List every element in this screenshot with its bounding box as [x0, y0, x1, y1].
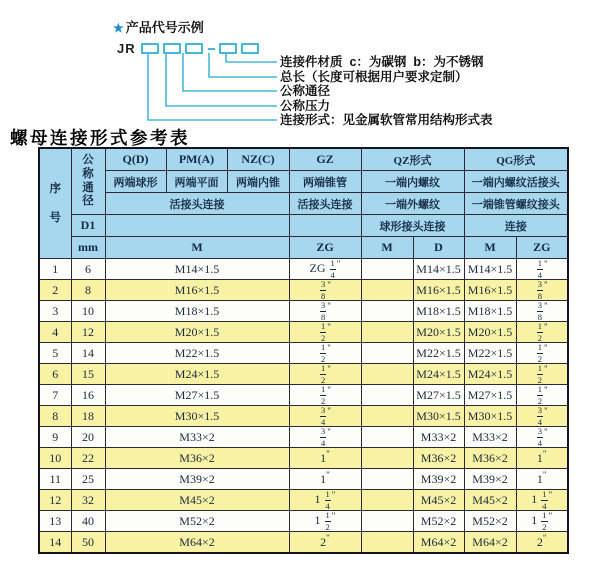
cell-gz_zg: 1 $\frac{1}{2}$ " — [289, 511, 361, 532]
nut-connection-table — [38, 147, 569, 554]
cell-qz_m — [361, 532, 413, 554]
cell-qz_m — [361, 490, 413, 511]
cell-qg_m: M39×2 — [464, 469, 516, 490]
cell-m: M27×1.5 — [105, 385, 289, 406]
header-seq: 序号 — [39, 148, 71, 259]
table-row — [39, 469, 568, 490]
cell-m: M24×1.5 — [105, 364, 289, 385]
header-qg-desc1: 一端内螺纹活接头 — [464, 171, 568, 193]
header-qz-desc1: 一端内螺纹 — [361, 171, 464, 193]
table-row — [39, 532, 568, 554]
cell-qz_m — [361, 259, 413, 280]
cell-gz_zg: $\frac{1}{2}$ " — [289, 364, 361, 385]
cell-mm: 50 — [71, 532, 105, 554]
cell-qz_d: M22×1.5 — [413, 343, 464, 364]
table-row — [39, 448, 568, 469]
cell-qg_zg: $\frac{3}{8}$ " — [516, 280, 568, 301]
cell-mm: 32 — [71, 490, 105, 511]
label-connection-type: 连接形式：见金属软管常用结构形式表 — [280, 113, 493, 128]
label-material: 连接件材质 c：为碳钢 b：为不锈钢 — [280, 55, 484, 69]
cell-qg_m: M16×1.5 — [464, 280, 516, 301]
cell-qg_m: M22×1.5 — [464, 343, 516, 364]
cell-qg_zg: 1 $\frac{1}{2}$ " — [516, 511, 568, 532]
cell-mm: 12 — [71, 322, 105, 343]
diagram-labels — [280, 55, 493, 128]
header-m-wide: M — [105, 237, 289, 259]
cell-qz_d: M39×2 — [413, 469, 464, 490]
cell-no: 10 — [39, 448, 71, 469]
header-gz-conn: 活接头连接 — [289, 193, 361, 215]
cell-qg_m: M27×1.5 — [464, 385, 516, 406]
cell-gz_zg: $\frac{1}{2}$ " — [289, 322, 361, 343]
table-row — [39, 343, 568, 364]
cell-qz_d: M52×2 — [413, 511, 464, 532]
header-qz-m: M — [361, 237, 413, 259]
cell-gz_zg: $\frac{3}{8}$ " — [289, 280, 361, 301]
cell-qz_d: M18×1.5 — [413, 301, 464, 322]
header-pm: PM(A) — [166, 148, 227, 171]
cell-m: M30×1.5 — [105, 406, 289, 427]
cell-qg_zg: $\frac{1}{2}$ " — [516, 343, 568, 364]
cell-qz_d: M27×1.5 — [413, 385, 464, 406]
cell-gz_zg: 2" — [289, 532, 361, 554]
cell-qg_m: M36×2 — [464, 448, 516, 469]
cell-m: M52×2 — [105, 511, 289, 532]
cell-m: M39×2 — [105, 469, 289, 490]
cell-mm: 14 — [71, 343, 105, 364]
cell-m: M18×1.5 — [105, 301, 289, 322]
cell-qz_d: M64×2 — [413, 532, 464, 554]
cell-mm: 40 — [71, 511, 105, 532]
header-mm: mm — [71, 237, 105, 259]
table-row — [39, 385, 568, 406]
cell-m: M33×2 — [105, 427, 289, 448]
label-total-length: 总长（长度可根据用户要求定制） — [280, 69, 468, 84]
header-q-desc: 两端球形 — [105, 171, 166, 193]
header-qg: QG形式 — [464, 148, 568, 171]
cell-no: 13 — [39, 511, 71, 532]
table-row — [39, 301, 568, 322]
cell-m: M16×1.5 — [105, 280, 289, 301]
cell-qz_m — [361, 280, 413, 301]
cell-gz_zg: $\frac{3}{4}$ " — [289, 427, 361, 448]
cell-mm: 18 — [71, 406, 105, 427]
cell-mm: 6 — [71, 259, 105, 280]
table-row — [39, 280, 568, 301]
cell-mm: 20 — [71, 427, 105, 448]
cell-qg_m: M20×1.5 — [464, 322, 516, 343]
cell-qz_m — [361, 427, 413, 448]
header-nz: NZ(C) — [227, 148, 289, 171]
cell-gz_zg: $\frac{1}{2}$ " — [289, 343, 361, 364]
cell-no: 7 — [39, 385, 71, 406]
cell-qg_m: M14×1.5 — [464, 259, 516, 280]
cell-qg_m: M30×1.5 — [464, 406, 516, 427]
cell-m: M20×1.5 — [105, 322, 289, 343]
label-nominal-pressure: 公称压力 — [280, 98, 331, 113]
cell-qz_m — [361, 385, 413, 406]
cell-m: M22×1.5 — [105, 343, 289, 364]
cell-mm: 16 — [71, 385, 105, 406]
table-row — [39, 322, 568, 343]
cell-qg_m: M45×2 — [464, 490, 516, 511]
table-header — [39, 148, 568, 259]
cell-qz_m — [361, 406, 413, 427]
cell-no: 9 — [39, 427, 71, 448]
table-row — [39, 427, 568, 448]
cell-no: 6 — [39, 364, 71, 385]
cell-qz_d: M30×1.5 — [413, 406, 464, 427]
cell-qg_m: M64×2 — [464, 532, 516, 554]
cell-qz_d: M14×1.5 — [413, 259, 464, 280]
cell-m: M45×2 — [105, 490, 289, 511]
cell-no: 4 — [39, 322, 71, 343]
cell-no: 14 — [39, 532, 71, 554]
cell-no: 8 — [39, 406, 71, 427]
cell-qg_zg: 1" — [516, 469, 568, 490]
cell-qz_m — [361, 343, 413, 364]
cell-mm: 25 — [71, 469, 105, 490]
cell-qz_d: M45×2 — [413, 490, 464, 511]
diagram-title-text: 产品代号示例 — [125, 20, 204, 35]
cell-no: 2 — [39, 280, 71, 301]
header-empty-left — [105, 215, 289, 237]
cell-qz_m — [361, 322, 413, 343]
cell-qg_zg: 2" — [516, 532, 568, 554]
header-qg-m: M — [464, 237, 516, 259]
cell-m: M64×2 — [105, 532, 289, 554]
header-gz: GZ — [289, 148, 361, 171]
cell-qg_zg: $\frac{1}{4}$ " — [516, 259, 568, 280]
cell-no: 12 — [39, 490, 71, 511]
cell-mm: 8 — [71, 280, 105, 301]
table-row — [39, 490, 568, 511]
cell-qz_d: M16×1.5 — [413, 280, 464, 301]
cell-qg_m: M24×1.5 — [464, 364, 516, 385]
header-gz-zg: ZG — [289, 237, 361, 259]
table-row — [39, 364, 568, 385]
cell-qz_m — [361, 511, 413, 532]
cell-mm: 10 — [71, 301, 105, 322]
cell-qg_zg: 1 $\frac{1}{4}$ " — [516, 490, 568, 511]
cell-no: 5 — [39, 343, 71, 364]
header-nz-desc: 两端内锥 — [227, 171, 289, 193]
cell-qz_d: M33×2 — [413, 427, 464, 448]
cell-qz_d: M24×1.5 — [413, 364, 464, 385]
cell-gz_zg: $\frac{3}{4}$ " — [289, 406, 361, 427]
cell-qg_m: M18×1.5 — [464, 301, 516, 322]
code-prefix: JR — [117, 41, 136, 56]
table-row — [39, 511, 568, 532]
table-title: 螺母连接形式参考表 — [10, 128, 190, 148]
header-gz-desc: 两端锥管 — [289, 171, 361, 193]
cell-qz_m — [361, 469, 413, 490]
header-qg-zg: ZG — [516, 237, 568, 259]
star-icon: ★ — [113, 21, 124, 35]
header-qg-desc2: 一端锥管螺纹接头 — [464, 193, 568, 215]
header-qz: QZ形式 — [361, 148, 464, 171]
table-body — [39, 259, 568, 554]
header-empty-gz — [289, 215, 361, 237]
header-q: Q(D) — [105, 148, 166, 171]
cell-qg_zg: $\frac{3}{4}$ " — [516, 406, 568, 427]
cell-qg_zg: $\frac{1}{2}$ " — [516, 322, 568, 343]
cell-qg_zg: $\frac{3}{8}$ " — [516, 301, 568, 322]
cell-no: 11 — [39, 469, 71, 490]
cell-qg_m: M52×2 — [464, 511, 516, 532]
table-row — [39, 259, 568, 280]
cell-no: 3 — [39, 301, 71, 322]
cell-gz_zg: 1 $\frac{1}{4}$ " — [289, 490, 361, 511]
header-qg-conn: 连接 — [464, 215, 568, 237]
cell-qg_m: M33×2 — [464, 427, 516, 448]
cell-qg_zg: $\frac{3}{4}$ " — [516, 427, 568, 448]
cell-gz_zg: $\frac{3}{8}$ " — [289, 301, 361, 322]
header-nominal: 公称通径 — [71, 148, 105, 215]
label-nominal-diameter: 公称通径 — [280, 84, 331, 99]
cell-gz_zg: 1" — [289, 448, 361, 469]
cell-qz_d: M20×1.5 — [413, 322, 464, 343]
header-left-conn: 活接头连接 — [105, 193, 289, 215]
header-qz-desc2: 一端外螺纹 — [361, 193, 464, 215]
cell-qg_zg: 1" — [516, 448, 568, 469]
header-qz-d: D — [413, 237, 464, 259]
cell-qz_m — [361, 364, 413, 385]
header-qz-conn: 球形接头连接 — [361, 215, 464, 237]
cell-gz_zg: 1" — [289, 469, 361, 490]
table-row — [39, 406, 568, 427]
cell-gz_zg: $\frac{1}{2}$ " — [289, 385, 361, 406]
cell-m: M36×2 — [105, 448, 289, 469]
cell-gz_zg: ZG $\frac{1}{4}$ " — [289, 259, 361, 280]
cell-qg_zg: $\frac{1}{2}$ " — [516, 385, 568, 406]
cell-no: 1 — [39, 259, 71, 280]
header-pm-desc: 两端平面 — [166, 171, 227, 193]
cell-mm: 15 — [71, 364, 105, 385]
cell-qz_d: M36×2 — [413, 448, 464, 469]
cell-qz_m — [361, 301, 413, 322]
cell-m: M14×1.5 — [105, 259, 289, 280]
cell-qg_zg: $\frac{1}{2}$ " — [516, 364, 568, 385]
header-d1: D1 — [71, 215, 105, 237]
cell-qz_m — [361, 448, 413, 469]
cell-mm: 22 — [71, 448, 105, 469]
